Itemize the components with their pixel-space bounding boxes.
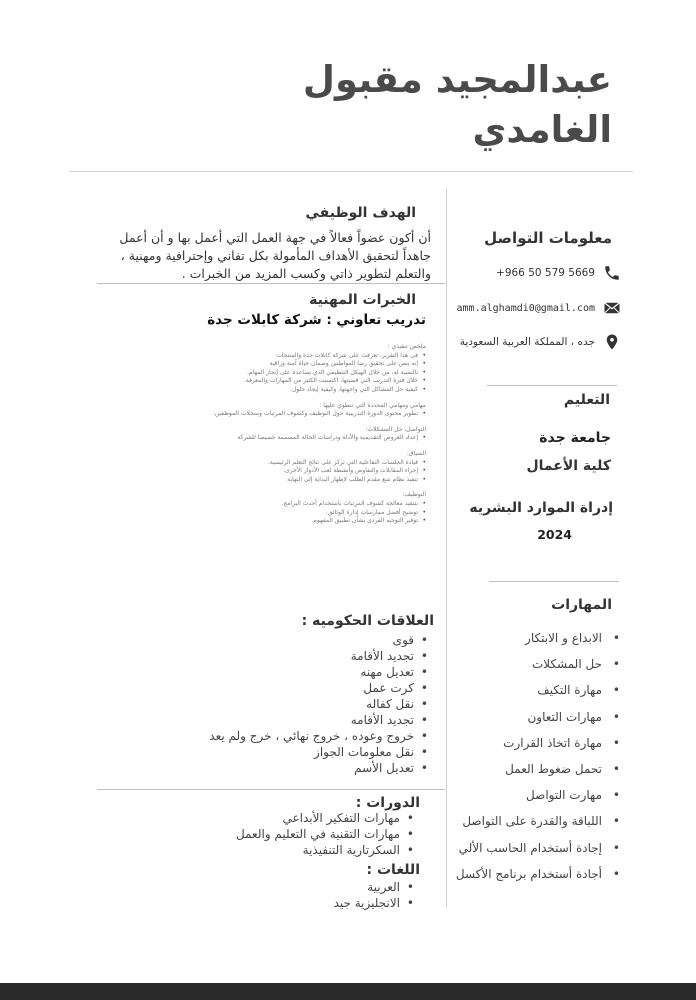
education-title: التعليم	[563, 392, 610, 408]
list-item: • في هذا التقرير، تعرفت على شركة كابلات جدة والمنتجات	[211, 352, 426, 361]
list-item: • اللباقة والقدرة على التواصل	[400, 808, 620, 834]
list-item: • كيفية حل المشاكل التي واجهتها، وكيفية إيجاد حلول.	[211, 386, 426, 395]
education-year: 2024	[537, 527, 572, 542]
experience-block-heading: مهامي ومهامي المحددة التي تنطوي عليها :	[319, 401, 426, 409]
list-item: • الابداع و الابتكار	[400, 625, 620, 651]
list-item: • مهارة التكيف	[400, 677, 620, 703]
list-item: • إجراء المقابلات والتفاوض وأنشطة لعب الأدوار الأخرى.	[211, 467, 426, 476]
list-item: • السكرتارية التنفيذية	[174, 842, 414, 858]
section-divider	[97, 789, 445, 790]
footer-bar	[0, 983, 696, 1000]
education-college: كلية الأعمال	[526, 458, 611, 474]
list-item: • توفير التوجيه الفردي بشأن تطبيق المفهوم.	[211, 517, 426, 526]
mail-icon	[603, 299, 621, 317]
contact-address-text: جده ، المملكة العربية السعودية	[459, 336, 595, 348]
candidate-name-line2: الغامدي	[472, 108, 612, 151]
list-item: • إجادة أستخدام الحاسب الألي	[400, 835, 620, 861]
phone-icon	[603, 264, 621, 282]
list-item: • تعديل مهنه	[208, 664, 428, 680]
languages-title: اللغات :	[366, 862, 420, 878]
gov-relations-title: العلاقات الحكوميه :	[301, 613, 434, 629]
list-item: • خلال فترة التدريب التي قضيتها، اكتسبت الكثير من المهارات والمعرفة.	[211, 377, 426, 386]
side-divider	[487, 385, 617, 386]
experience-block	[211, 426, 426, 443]
contact-email	[457, 299, 621, 317]
experience-title: الخبرات المهنية	[309, 292, 416, 308]
experience-details	[211, 343, 426, 533]
list-item: • تحمل ضغوط العمل	[400, 756, 620, 782]
list-item: • مهارات التقنية في التعليم والعمل	[174, 826, 414, 842]
list-item: • مهارات التفكير الأبداعي	[174, 810, 414, 826]
contact-phone	[496, 264, 621, 282]
contact-title: معلومات التواصل	[484, 229, 612, 247]
list-item: • أجادة أستخدام برنامج الأكسل	[400, 861, 620, 887]
list-item: • نقل كفاله	[208, 696, 428, 712]
experience-block	[211, 450, 426, 484]
list-item: • إنه ينص على تحقيق رضا المواطنين وضمان حياة آمنة وراقية	[211, 360, 426, 369]
list-item: • مهارات التعاون	[400, 704, 620, 730]
education-major: إدراة الموارد البشريه	[469, 500, 613, 516]
list-item: • قوى	[208, 632, 428, 648]
side-divider	[489, 581, 619, 582]
list-item: • تجديد الأقامة	[208, 648, 428, 664]
languages-list	[214, 879, 414, 911]
courses-title: الدورات :	[355, 795, 420, 811]
objective-title: الهدف الوظيفي	[305, 205, 416, 221]
list-item: • بتنفيذ معالجة كشوف المرتبات باستخدام أحدث البرامج.	[211, 500, 426, 509]
list-item: • قيادة الجلسات التفاعلية التي تركز على نتائج التعلم الرئيسية.	[211, 459, 426, 468]
contact-phone-text: +966 50 579 5669	[496, 267, 595, 279]
experience-block	[211, 343, 426, 395]
experience-block-heading: ملخص تنفيذي :	[387, 343, 426, 350]
experience-block-heading: السياق:	[406, 449, 426, 457]
list-item: • تنفيذ نظام تتبع مقدم الطلب لإظهار البداية إلى النهاية	[211, 476, 426, 485]
list-item: • تعديل الأسم	[208, 760, 428, 776]
experience-block-heading: التواصل، حل المشكلات:	[365, 425, 426, 433]
list-item: • الانجليزية جيد	[214, 895, 414, 911]
list-item: • مهارة اتخاذ القرارت	[400, 730, 620, 756]
list-item: • تطوير محتوى الدورة التدريبية حول التوظيف وكشوف المرتبات وسجلات الموظفين.	[211, 410, 426, 419]
list-item: • العربية	[214, 879, 414, 895]
list-item: • تجديد الأقامه	[208, 712, 428, 728]
list-item: • خروج وعوده ، خروج نهائي ، خرج ولم يعد	[208, 728, 428, 744]
list-item: • كرت عمل	[208, 680, 428, 696]
experience-block	[211, 402, 426, 419]
list-item: • توضيح أفضل ممارسات إدارة الوثائق.	[211, 509, 426, 518]
candidate-name-line1: عبدالمجيد مقبول	[302, 58, 612, 101]
gov-relations-list	[208, 632, 428, 776]
list-item: • مهارت التواصل	[400, 782, 620, 808]
objective-text: أن أكون عضواً فعالاً في جهة العمل التي أعمل بها و أن أعمل جاهداً لتحقيق الأهداف المأمولة بكل تفاني وإحترافية ومهنية ، والتعلم لتطوير ذاتي وكسب المزيد من الخبرات .	[119, 230, 431, 281]
contact-address	[460, 333, 621, 351]
contact-email-text: amm.alghamdi0@gmail.com	[456, 302, 595, 314]
experience-block-heading: التوظيف:	[402, 491, 426, 499]
education-university: جامعة جدة	[539, 430, 611, 446]
header-divider	[70, 171, 633, 172]
experience-company: تدريب تعاوني : شركة كابلات جدة	[207, 312, 426, 328]
list-item: • نقل معلومات الجواز	[208, 744, 428, 760]
section-divider	[97, 283, 445, 284]
skills-list	[400, 625, 620, 887]
list-item: • بالنسبة له، من خلال الهيكل التنظيمي الذي يساعده على إنجاز المهام.	[211, 369, 426, 378]
candidate-name	[212, 55, 612, 155]
list-item: • إعداد العروض التقديمية والأدلة ودراسات الحالة المصممة خصيصا للشركة	[211, 434, 426, 443]
location-pin-icon	[603, 333, 621, 351]
experience-block	[211, 491, 426, 525]
list-item: • حل المشكلات	[400, 651, 620, 677]
skills-title: المهارات	[551, 597, 612, 613]
courses-list	[174, 810, 414, 858]
